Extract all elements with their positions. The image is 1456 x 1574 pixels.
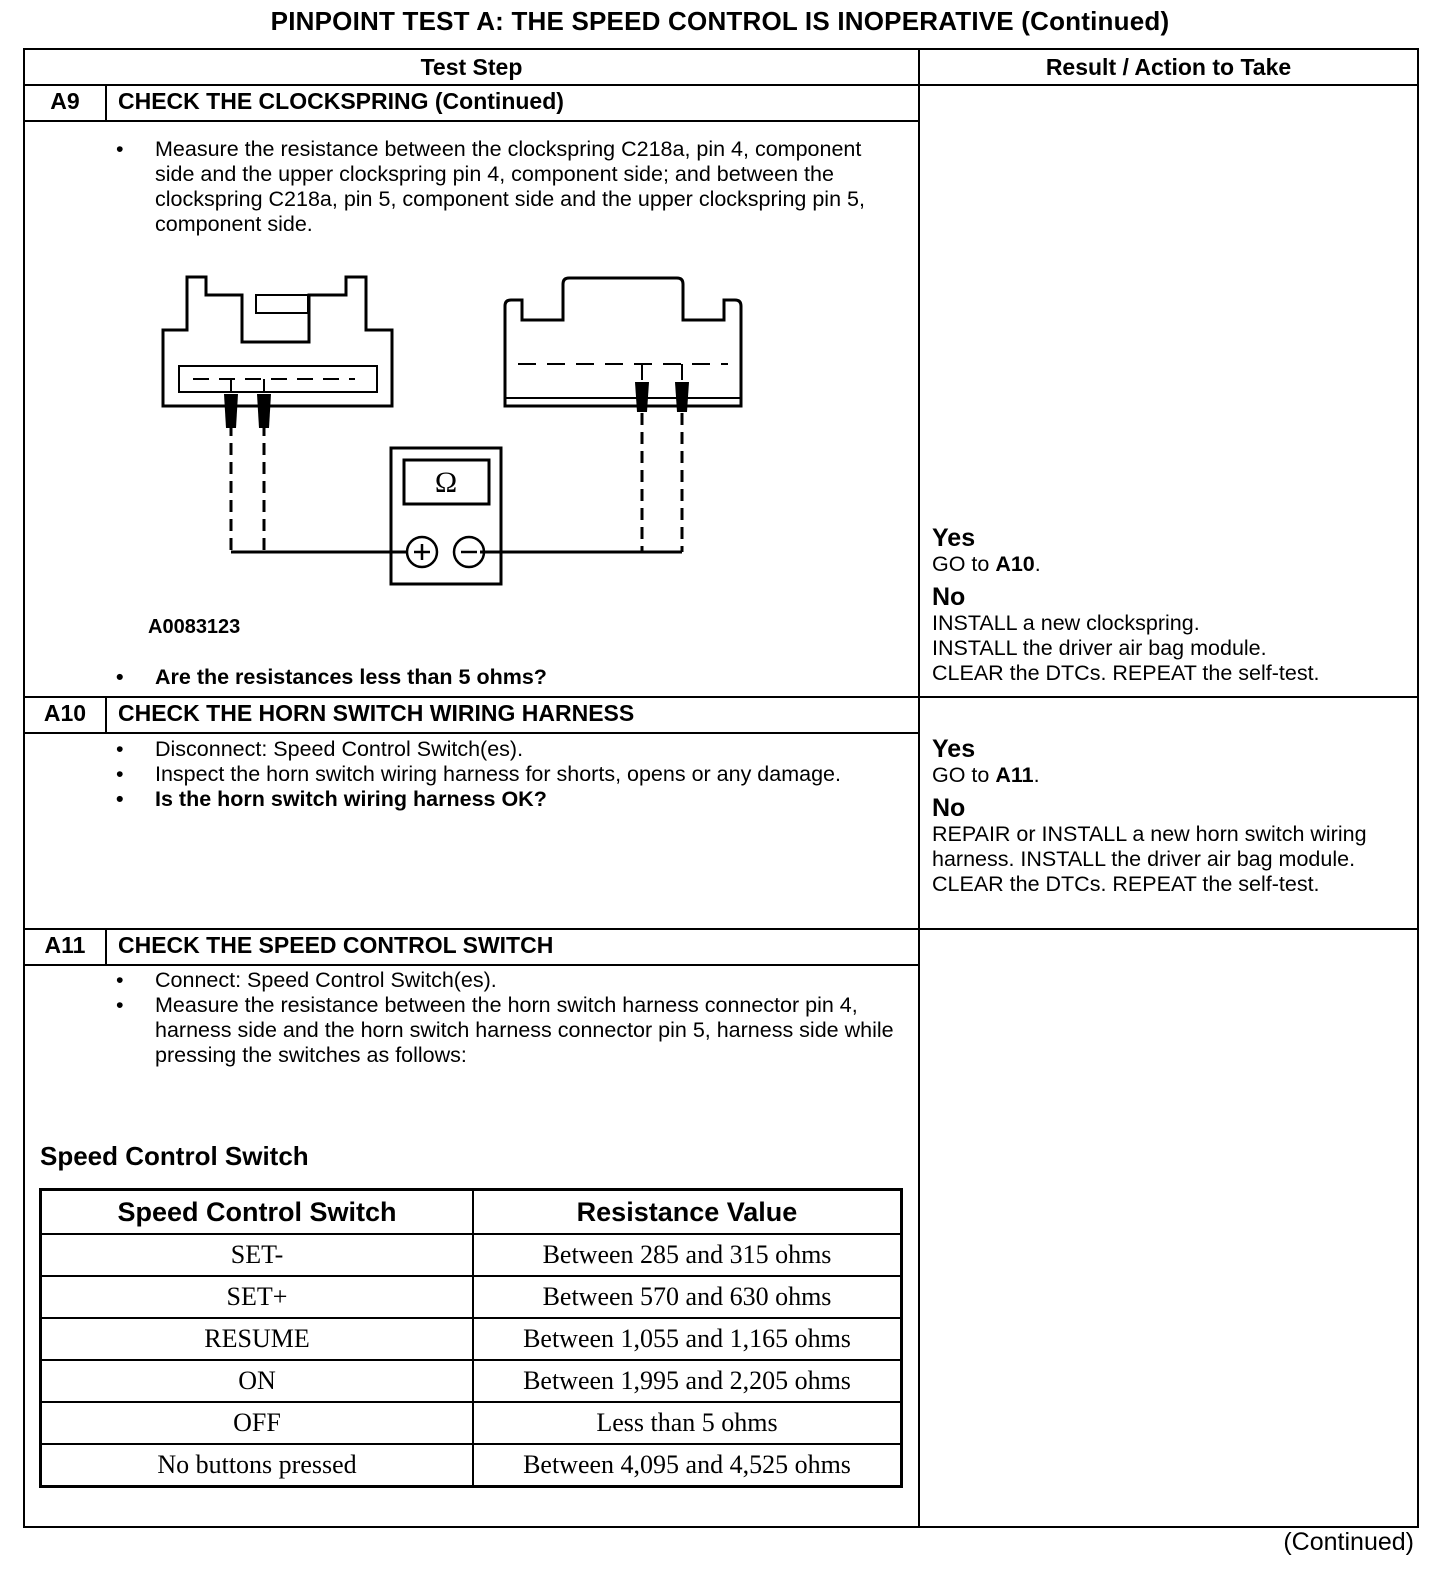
no-label: No xyxy=(932,583,966,611)
ohm-symbol: Ω xyxy=(434,466,458,499)
upper-clockspring-connector xyxy=(505,278,741,406)
step-id-a10: A10 xyxy=(43,700,87,726)
result-a9 xyxy=(932,524,1412,686)
resistance-cell: Between 285 and 315 ohms xyxy=(473,1234,902,1276)
step-a9-question xyxy=(110,665,900,690)
list-item: • Measure the resistance between the horn switch harness connector pin 4, harness side and the horn switch harness connector pin 5, harness side while pressing the switches as follows: xyxy=(110,993,900,1068)
resistance-cell: Between 4,095 and 4,525 ohms xyxy=(473,1444,902,1487)
step-title-divider xyxy=(23,732,920,734)
list-item: • Inspect the horn switch wiring harness for shorts, opens or any damage. xyxy=(110,762,900,787)
table-row xyxy=(41,1276,902,1318)
step-id-divider xyxy=(105,696,107,733)
column-header: Speed Control Switch xyxy=(41,1190,474,1235)
table-row xyxy=(41,1234,902,1276)
step-a10-instructions xyxy=(110,737,900,812)
continued-note: (Continued) xyxy=(1283,1528,1414,1556)
step-id-divider xyxy=(105,928,107,965)
list-item: • Are the resistances less than 5 ohms? xyxy=(110,665,900,690)
no-label: No xyxy=(932,794,966,822)
resistance-cell: Between 1,055 and 1,165 ohms xyxy=(473,1318,902,1360)
step-id-a9: A9 xyxy=(50,88,80,114)
speed-control-switch-table xyxy=(39,1188,903,1488)
yes-label: Yes xyxy=(932,735,976,763)
header-test-step: Test Step xyxy=(420,54,523,80)
clockspring-c218a-connector xyxy=(163,277,392,406)
page-title: PINPOINT TEST A: THE SPEED CONTROL IS INOPERATIVE (Continued) xyxy=(270,6,1170,36)
row-divider xyxy=(23,928,1419,930)
list-item: • Disconnect: Speed Control Switch(es). xyxy=(110,737,900,762)
yes-action: GO to A11. xyxy=(932,763,1040,787)
step-a11-instructions xyxy=(110,968,900,1068)
clockspring-measurement-diagram xyxy=(0,0,920,700)
table-row xyxy=(41,1402,902,1444)
list-item: • Measure the resistance between the clockspring C218a, pin 4, component side and the upper clockspring pin 4, component side; and between the clockspring C218a, pin 5, component side and the upper clockspring pin 5, component side. xyxy=(110,137,900,237)
resistance-cell: Between 1,995 and 2,205 ohms xyxy=(473,1360,902,1402)
switch-cell: ON xyxy=(41,1360,474,1402)
no-action: CLEAR the DTCs. REPEAT the self-test. xyxy=(932,661,1320,685)
row-divider xyxy=(23,696,1419,698)
table-row xyxy=(41,1360,902,1402)
header-result: Result / Action to Take xyxy=(1045,54,1292,80)
yes-label: Yes xyxy=(932,524,976,552)
resistance-cell: Less than 5 ohms xyxy=(473,1402,902,1444)
switch-cell: No buttons pressed xyxy=(41,1444,474,1487)
table-title: Speed Control Switch xyxy=(40,1141,309,1171)
step-title-divider xyxy=(23,964,920,966)
resistance-cell: Between 570 and 630 ohms xyxy=(473,1276,902,1318)
step-title-a9: CHECK THE CLOCKSPRING (Continued) xyxy=(118,88,564,114)
column-header: Resistance Value xyxy=(473,1190,902,1235)
figure-id: A0083123 xyxy=(148,616,241,638)
result-a10 xyxy=(932,735,1412,897)
switch-cell: RESUME xyxy=(41,1318,474,1360)
list-item: • Is the horn switch wiring harness OK? xyxy=(110,787,900,812)
step-title-a10: CHECK THE HORN SWITCH WIRING HARNESS xyxy=(118,700,635,726)
no-action: INSTALL a new clockspring. xyxy=(932,611,1200,635)
switch-cell: OFF xyxy=(41,1402,474,1444)
table-row xyxy=(41,1444,902,1487)
yes-action: GO to A10. xyxy=(932,552,1041,576)
switch-cell: SET- xyxy=(41,1234,474,1276)
switch-cell: SET+ xyxy=(41,1276,474,1318)
step-id-a11: A11 xyxy=(44,932,86,958)
table-row xyxy=(41,1318,902,1360)
step-title-a11: CHECK THE SPEED CONTROL SWITCH xyxy=(118,932,554,958)
table-header-row xyxy=(41,1190,902,1235)
no-action: REPAIR or INSTALL a new horn switch wiring harness. INSTALL the driver air bag module. CLEAR the DTCs. REPEAT the self-test. xyxy=(932,822,1367,896)
list-item: • Connect: Speed Control Switch(es). xyxy=(110,968,900,993)
no-action: INSTALL the driver air bag module. xyxy=(932,636,1267,660)
